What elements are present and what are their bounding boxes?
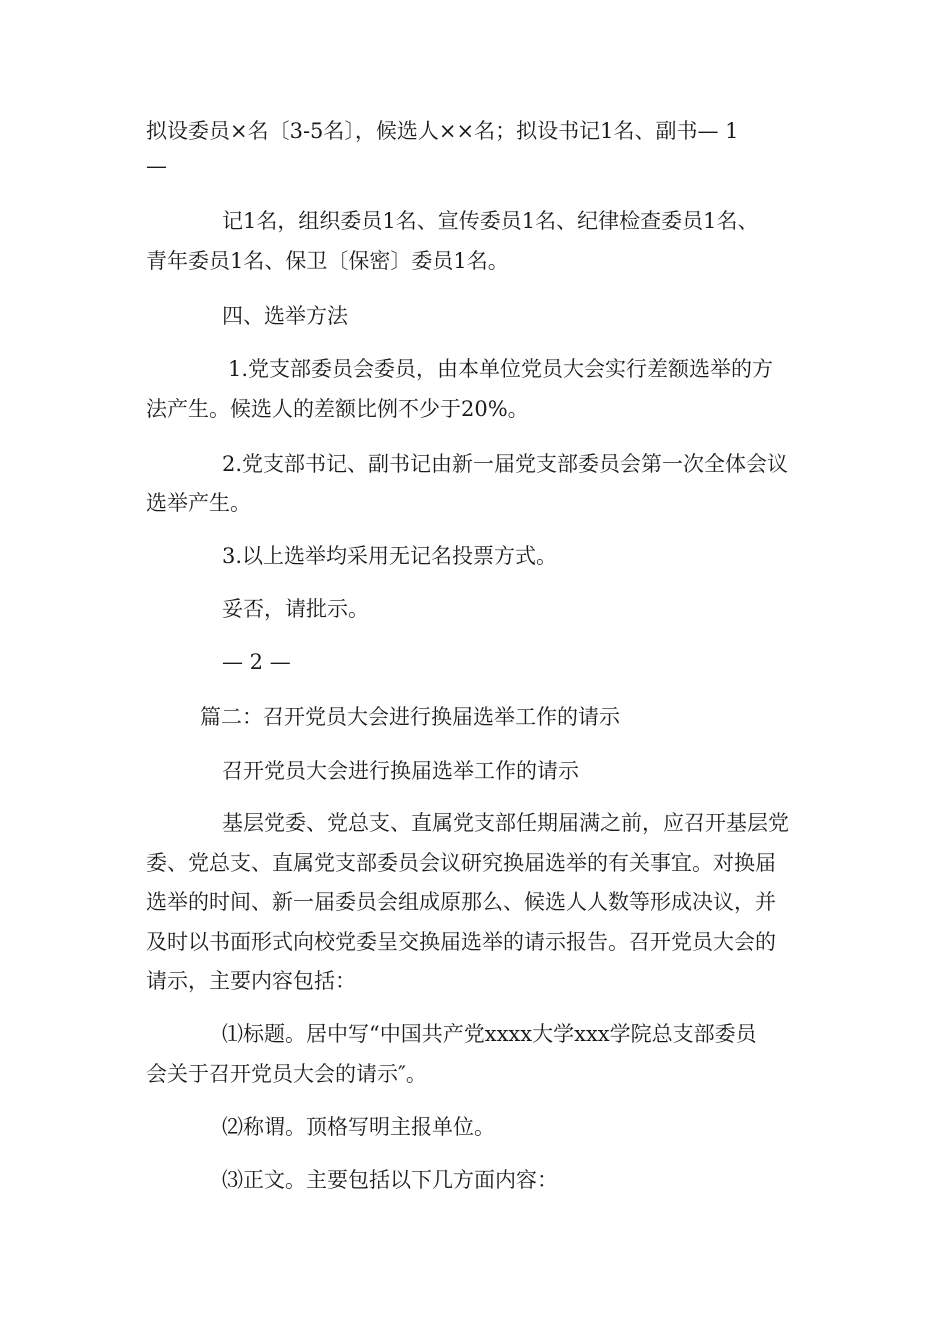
text-line: 基层党委、党总支、直属党支部任期届满之前，应召开基层党 bbox=[222, 811, 789, 835]
text-line: 记1名，组织委员1名、宣传委员1名、纪律检查委员1名、 bbox=[222, 209, 759, 233]
text-line: — bbox=[146, 154, 167, 178]
text-line: 3.以上选举均采用无记名投票方式。 bbox=[222, 544, 558, 568]
text-line: 青年委员1名、保卫〔保密〕委员1名。 bbox=[146, 249, 509, 273]
page-number: — 2 — bbox=[222, 650, 291, 674]
text-line: 选举产生。 bbox=[146, 491, 251, 515]
text-line: 妥否，请批示。 bbox=[222, 597, 369, 621]
text-line: 委、党总支、直属党支部委员会议研究换届选举的有关事宜。对换届 bbox=[146, 851, 776, 875]
section-heading: 四、选举方法 bbox=[222, 304, 348, 328]
text-line: 会关于召开党员大会的请示″。 bbox=[146, 1062, 427, 1086]
text-line: 拟设委员×名〔3-5名〕，候选人××名；拟设书记1名、副书— 1 bbox=[146, 119, 739, 143]
text-line: 请示，主要内容包括： bbox=[146, 969, 356, 993]
text-line: 法产生。候选人的差额比例不少于20%。 bbox=[146, 397, 529, 421]
article-heading: 篇二：召开党员大会进行换届选举工作的请示 bbox=[200, 705, 620, 729]
text-line: ⑶正文。主要包括以下几方面内容： bbox=[222, 1168, 558, 1192]
document-title: 召开党员大会进行换届选举工作的请示 bbox=[222, 759, 579, 783]
text-line: 及时以书面形式向校党委呈交换届选举的请示报告。召开党员大会的 bbox=[146, 930, 776, 954]
text-line: 1.党支部委员会委员，由本单位党员大会实行差额选举的方 bbox=[228, 357, 774, 381]
text-line: 2.党支部书记、副书记由新一届党支部委员会第一次全体会议 bbox=[222, 452, 789, 476]
text-line: ⑵称谓。顶格写明主报单位。 bbox=[222, 1115, 495, 1139]
text-line: ⑴标题。居中写“中国共产党xxxx大学xxx学院总支部委员 bbox=[222, 1022, 757, 1046]
text-line: 选举的时间、新一届委员会组成原那么、候选人人数等形成决议，并 bbox=[146, 890, 776, 914]
